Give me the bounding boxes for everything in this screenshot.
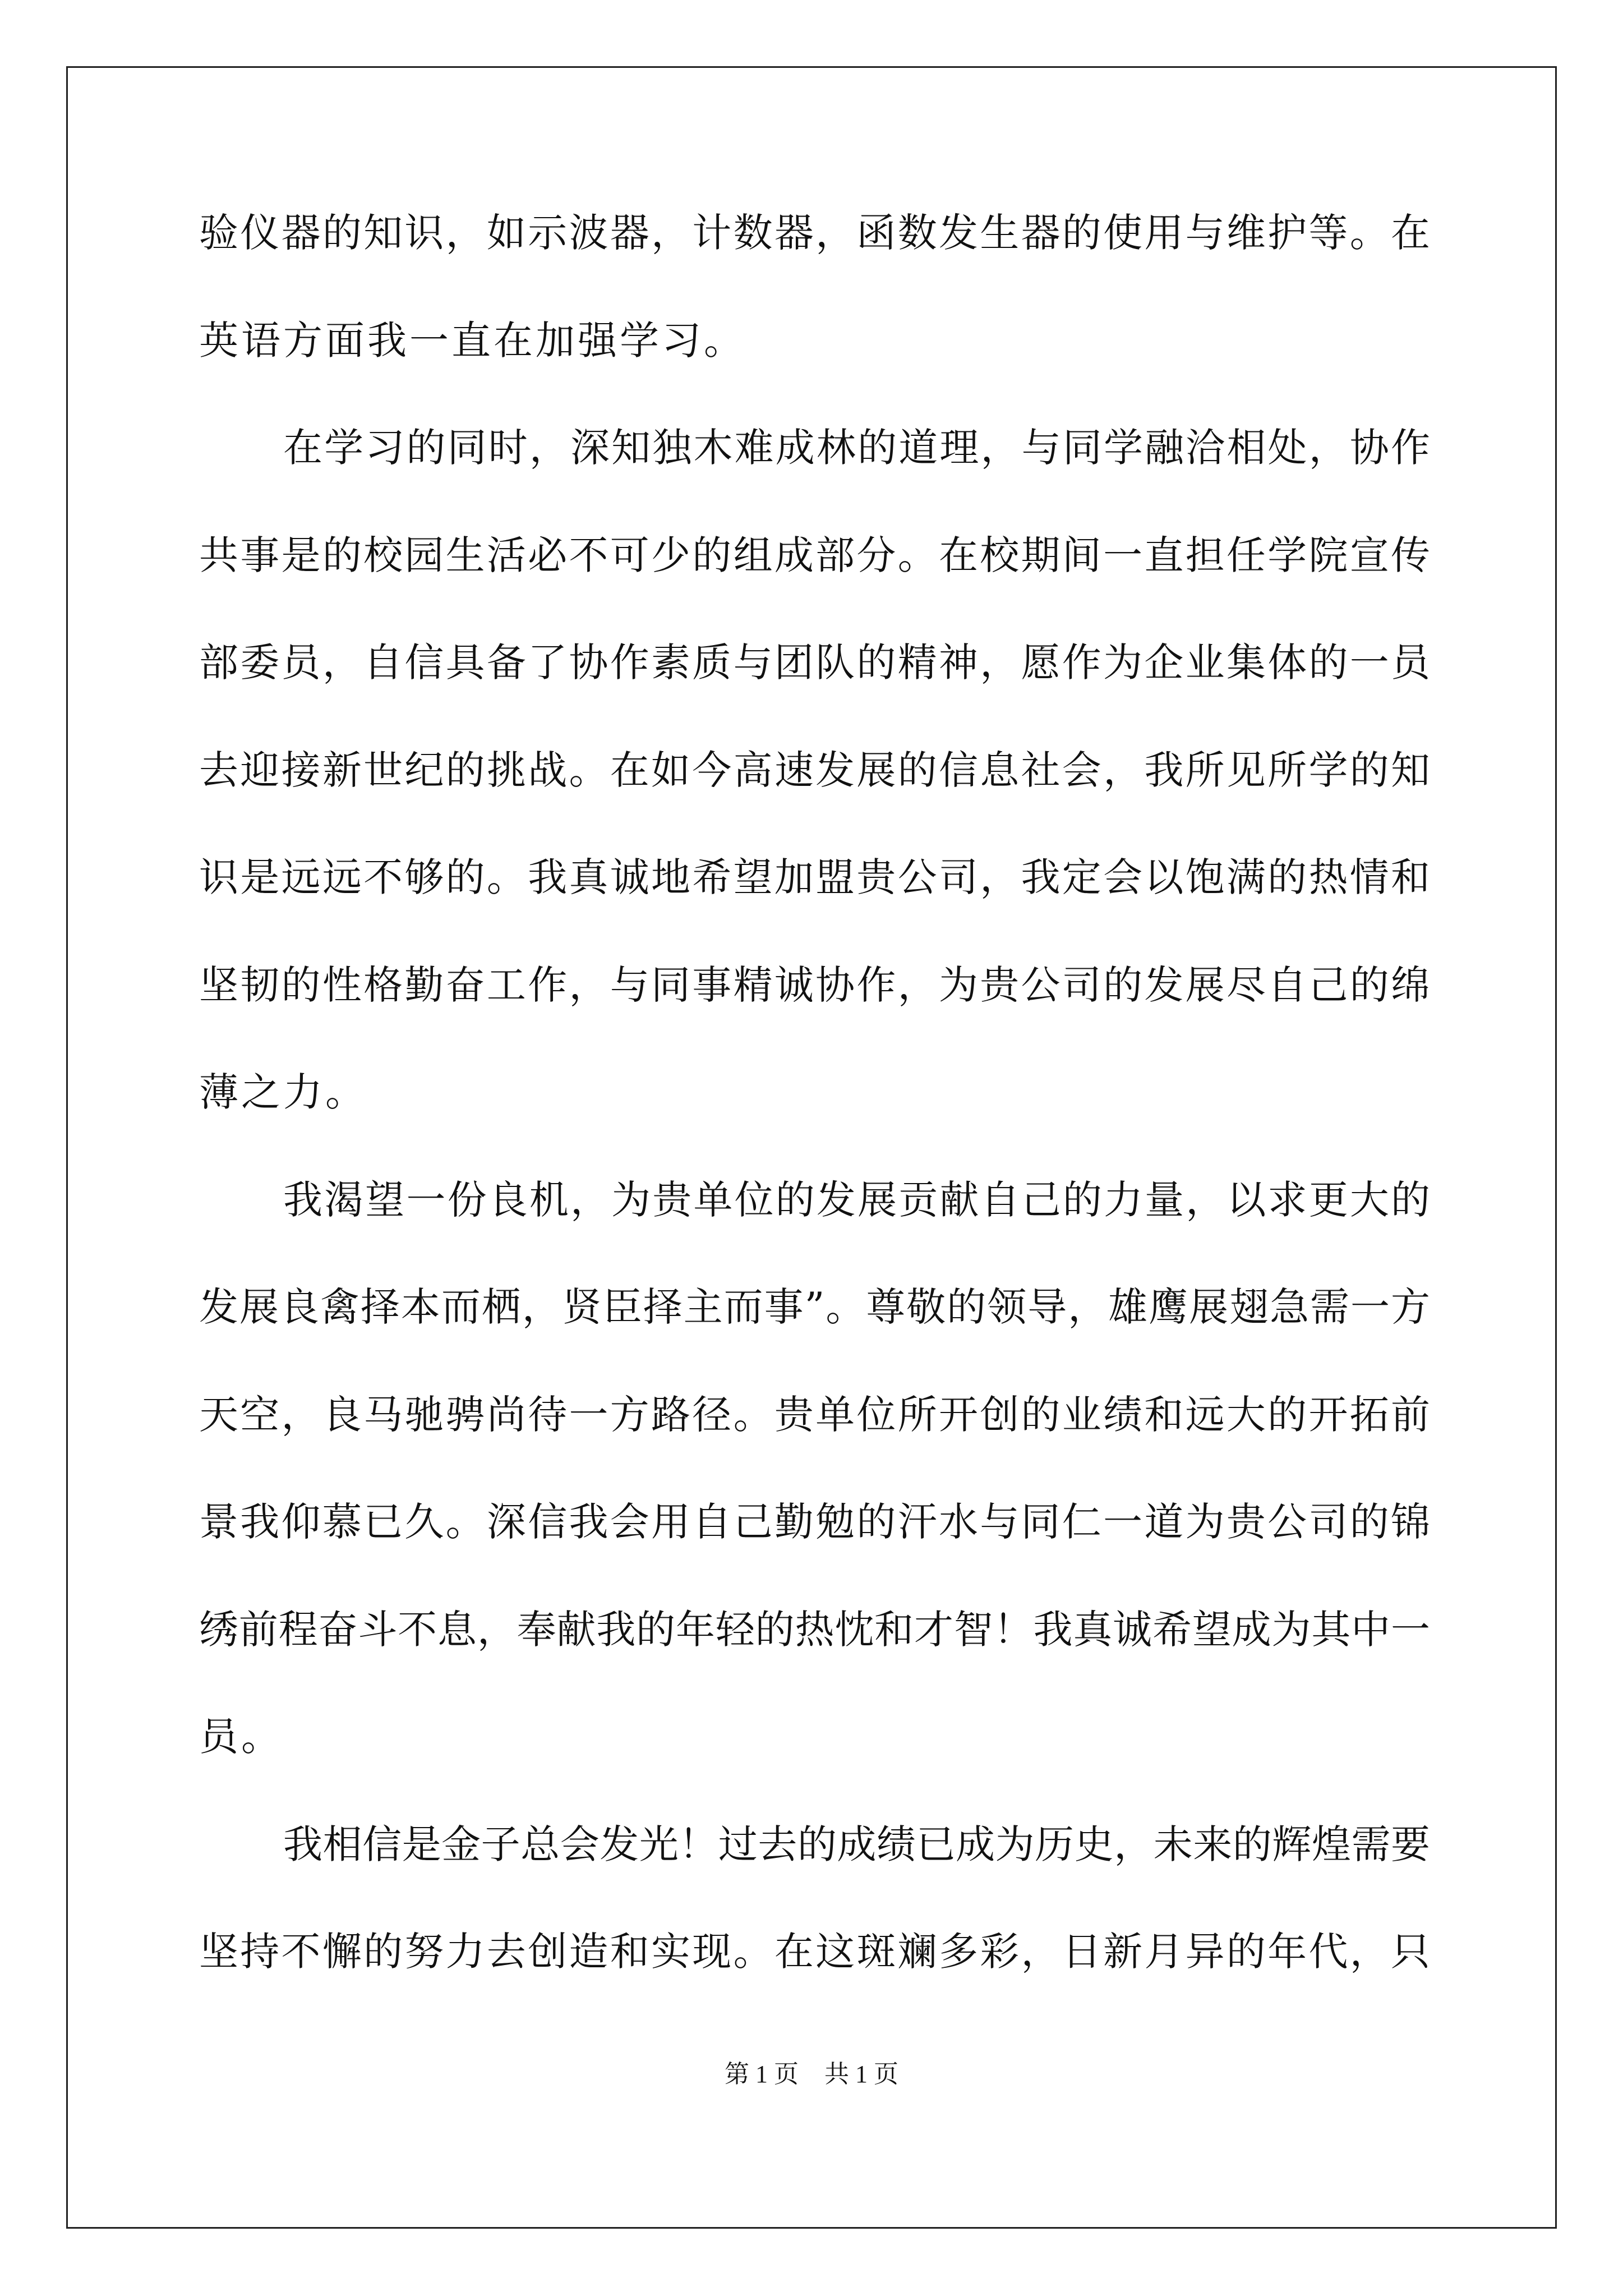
text-line: 部委员，自信具备了协作素质与团队的精神，愿作为企业集体的一员 <box>199 639 1430 685</box>
page-total: 共 1 页 <box>824 2060 898 2088</box>
text-line: 薄之力。 <box>199 1069 367 1115</box>
text-line: 共事是的校园生活必不可少的组成部分。在校期间一直担任学院宣传 <box>199 532 1430 578</box>
document-body <box>199 210 1430 2040</box>
text-line: 坚韧的性格勤奋工作，与同事精诚协作，为贵公司的发展尽自己的绵 <box>199 961 1430 1008</box>
text-line: 识是远远不够的。我真诚地希望加盟贵公司，我定会以饱满的热情和 <box>199 854 1430 900</box>
text-line: 英语方面我一直在加强学习。 <box>199 317 746 364</box>
text-line: 在学习的同时，深知独木难成林的道理，与同学融洽相处，协作 <box>283 425 1430 471</box>
text-line: 绣前程奋斗不息，奉献我的年轻的热忱和才智！我真诚希望成为其中一 <box>199 1606 1430 1653</box>
text-line: 我渴望一份良机，为贵单位的发展贡献自己的力量，以求更大的 <box>283 1176 1430 1223</box>
text-line: 景我仰慕已久。深信我会用自己勤勉的汗水与同仁一道为贵公司的锦 <box>199 1499 1430 1545</box>
text-line: 去迎接新世纪的挑战。在如今高速发展的信息社会，我所见所学的知 <box>199 747 1430 793</box>
text-line: 验仪器的知识，如示波器，计数器，函数发生器的使用与维护等。在 <box>199 210 1430 256</box>
text-line: 发展良禽择本而栖，贤臣择主而事”。尊敬的领导，雄鹰展翅急需一方 <box>199 1284 1430 1330</box>
text-line: 坚持不懈的努力去创造和实现。在这斑斓多彩，日新月异的年代，只 <box>199 1929 1430 1975</box>
text-line: 天空，良马驰骋尚待一方路径。贵单位所开创的业绩和远大的开拓前 <box>199 1391 1430 1438</box>
text-line: 我相信是金子总会发光！过去的成绩已成为历史，未来的辉煌需要 <box>283 1821 1430 1867</box>
text-line: 员。 <box>199 1714 283 1760</box>
page-number: 第 1 页 <box>725 2060 799 2088</box>
page-footer <box>0 2060 1623 2088</box>
